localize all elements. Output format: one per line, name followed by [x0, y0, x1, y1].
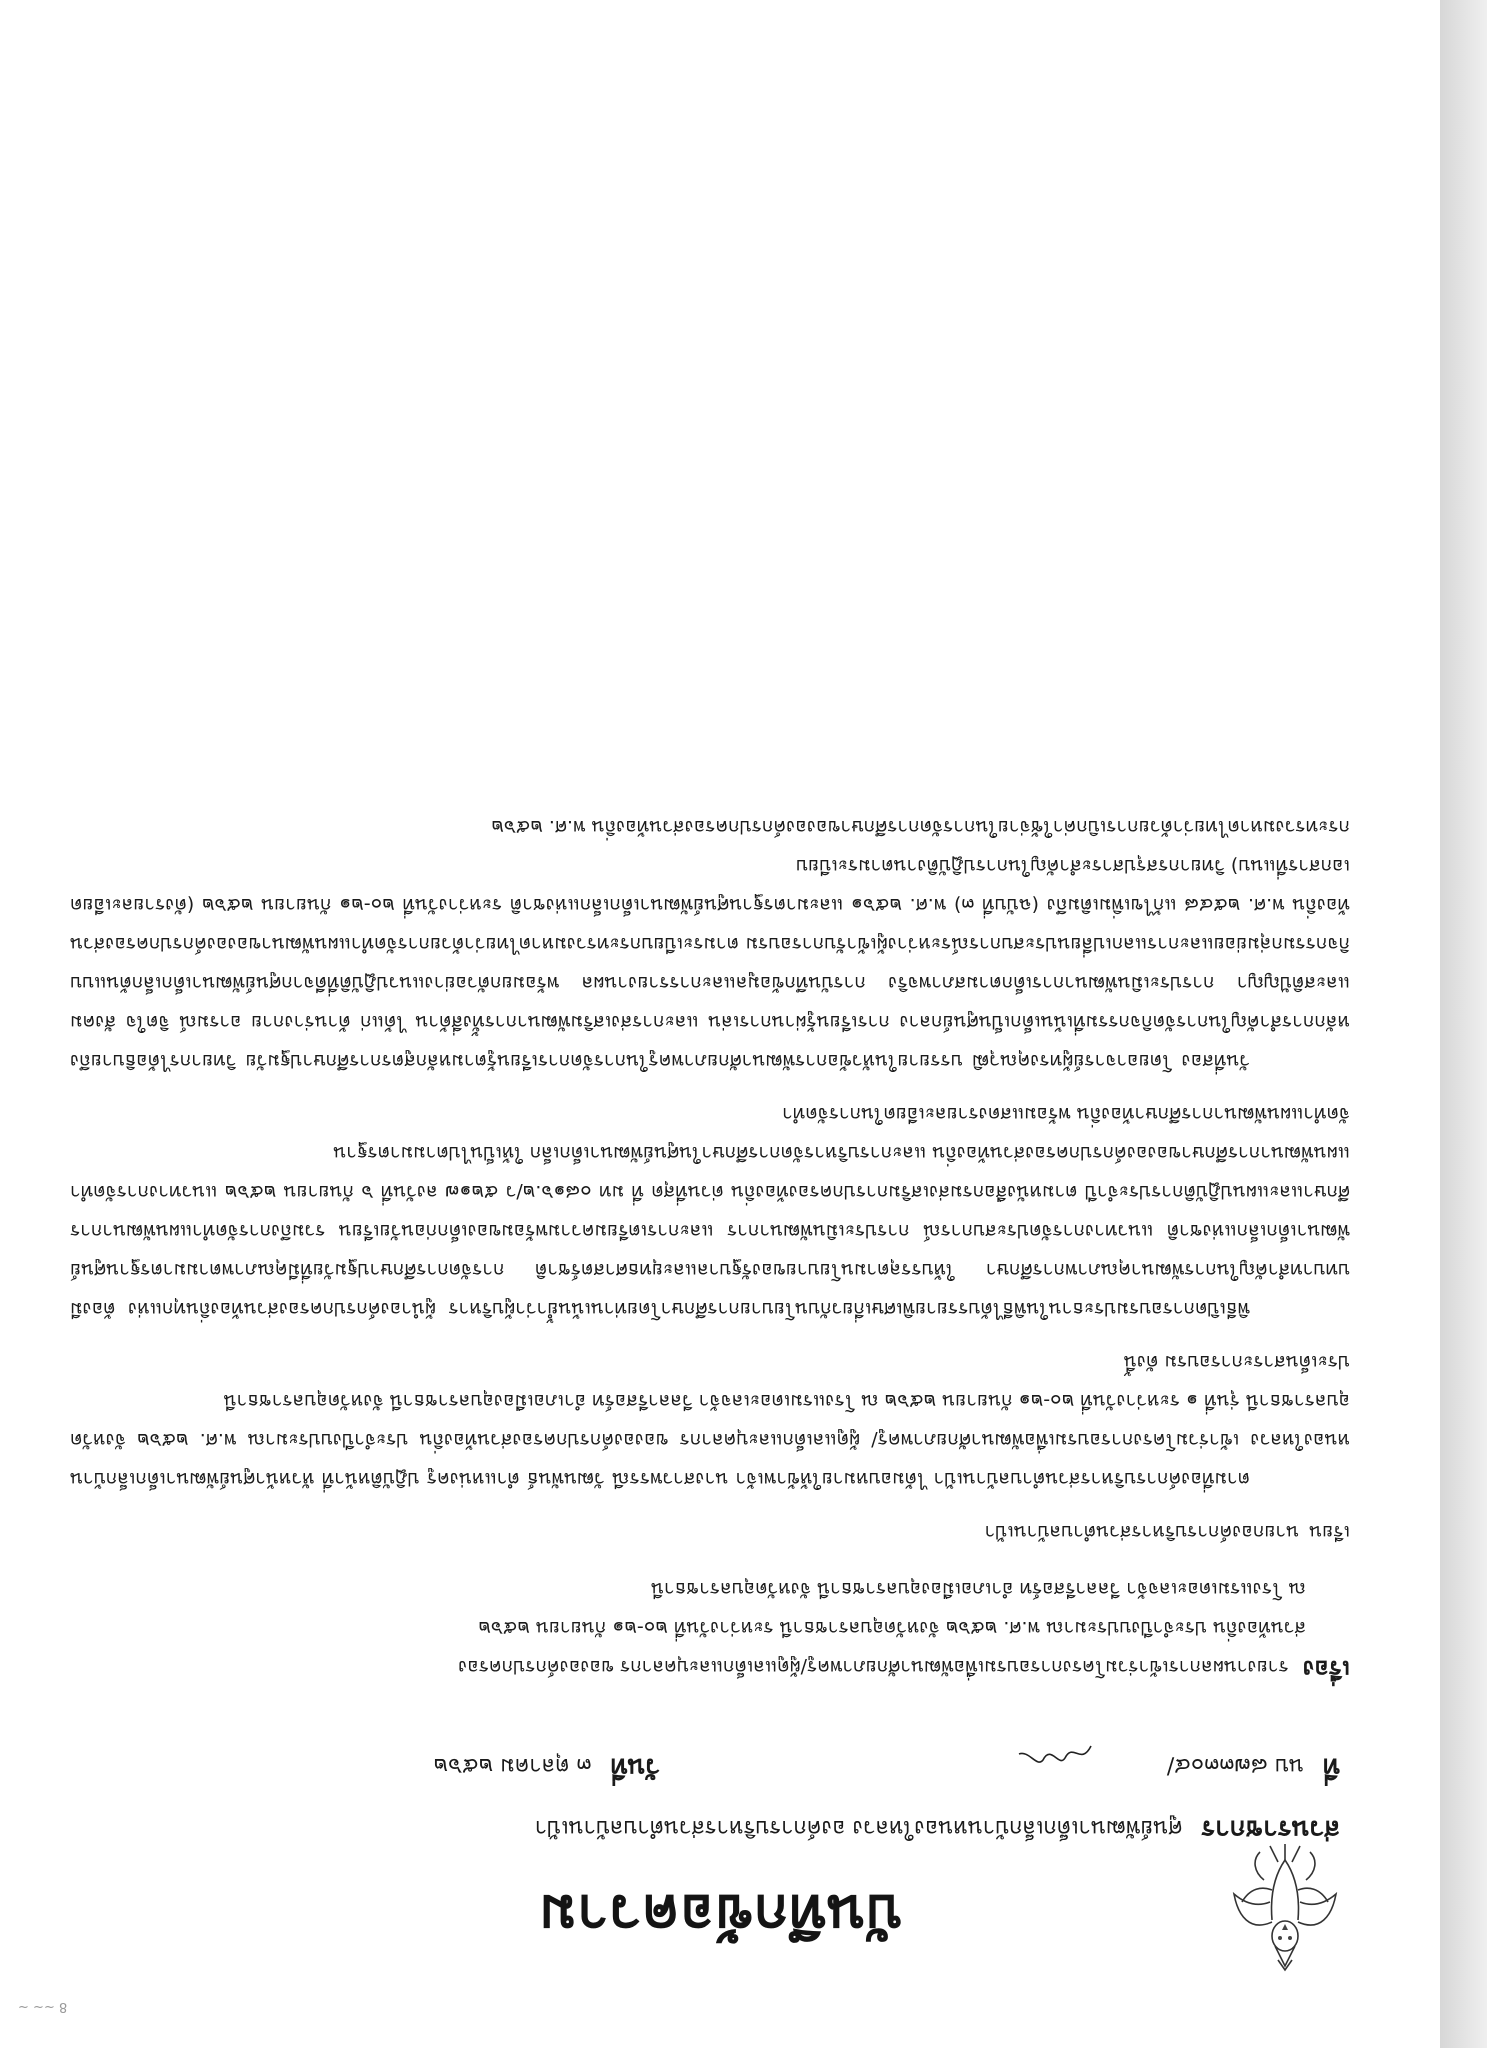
- subject-label: เรื่อง: [1302, 1655, 1350, 1683]
- agency-line: [535, 1809, 1340, 1850]
- scan-mark: 8 ~~ ~: [18, 1999, 68, 2014]
- subject-line-1: รายงานผลการเข้าร่วมโครงการอบรมเพื่อพัฒนาศักยภาพครู/ผู้ดูแลเด็กและบุคลากร ขององค์กรปกครอง: [458, 1656, 1289, 1678]
- paragraph-3: [70, 807, 1350, 1080]
- paragraph-1: [70, 1342, 1350, 1498]
- agency-label: ส่วนราชการ: [1201, 1814, 1340, 1844]
- doc-number-line: [1167, 1747, 1340, 1788]
- memo-date: ๓ ตุลาคม ๒๕๖๒: [433, 1753, 592, 1778]
- doc-number-label: ที่: [1322, 1752, 1340, 1782]
- paragraph-1-text: ตามที่องค์การบริหารส่วนตำบลบ้านเป้า ได้มอบหมายให้ข้าพเจ้า นางสาวพรรณี วัฒนพันธ์ ตำแหน่งครู ปฏิบัติหน้าที่ หัวหน้าศูนย์พัฒนาเด็กเล็กบ้านหนองใหลวง เข้าร่วมโครงการอบรมเพื่อพัฒนาศักยภาพครู/ ผู้ดูแลเด็กและบุคลากร ขององค์กรปกครองส่วนท้องถิ่น ประจำปีงบประมาณ พ.ศ. ๒๕๖๒ จังหวัดอุบลราชธานี รุ่นที่ ๑ ระหว่างวันที่ ๒๐-๒๑ กันยายน ๒๕๖๒ ณ โรงแรมเดอะเลจจ้า วีลลารีสอร์ท อำเภอเมืองอุบลราชธานี จังหวัดอุบลราชธานี: [70, 1390, 1350, 1490]
- paragraph-2: [70, 1094, 1350, 1328]
- scanner-edge: [1440, 0, 1487, 2048]
- subject-block: [70, 1569, 1350, 1688]
- paragraph-1-tail: ประเด็นสาระการอบรม ดังนี้: [1123, 1351, 1350, 1373]
- memo-title: บันทึกข้อความ: [538, 1882, 902, 1947]
- date-label: วันที่: [610, 1752, 660, 1782]
- subject-line-3: ณ โรงแรมเดอะเลจจ้า วีลลารีสอร์ท อำเภอเมืองอุบลราชธานี จังหวัดอุบลราชธานี: [651, 1578, 1306, 1600]
- signature-scribble: [1015, 1738, 1095, 1772]
- agency-name: ศูนย์พัฒนาเด็กเล็กบ้านหนองใหลวง องค์การบริหารส่วนตำบลบ้านเป้า: [534, 1815, 1183, 1840]
- paragraph-2-tail: จัดทำแผนพัฒนาการศึกษาท้องถิ่น พร้อมแสดงรายละเอียดในการจัดทำ: [782, 1103, 1350, 1125]
- subject-line-2: ส่วนท้องถิ่น ประจำปีงบประมาณ พ.ศ. ๒๕๖๒ จังหวัดอุบลราชธานี ระหว่างวันที่ ๒๐-๒๑ กันยายน ๒๕๖๒: [478, 1617, 1306, 1639]
- doc-number: นบ ๘๗๓๓๐๔/: [1166, 1753, 1304, 1778]
- salutation: [70, 1512, 1350, 1551]
- paragraph-3-text: วันที่สอง โดยอาจารย์ผู้ทรงคุณวุฒิ บรรยายในหัวข้อการพัฒนาศักยภาพครูในการจัดการเรียนรู้ตามหลักสูตรการศึกษาปฐมวัย วิทยากรได้อธิบายถึงหลักการสำคัญในการจัดกิจกรรมที่เน้นเด็กเป็นศูนย์กลาง การเรียนรู้ผ่านการเล่น และการส่งเสริมพัฒนาการทั้งสี่ด้าน ได้แก่ ด้านร่างกาย อารมณ์ จิตใจ สังคม และสติปัญญา การประเมินพัฒนาการเด็กตามสภาพจริง การบันทึกข้อมูลและการรายงานผล พร้อมยกตัวอย่างแนวปฏิบัติที่ดีจากศูนย์พัฒนาเด็กเล็กต้นแบบ กิจกรรมกลุ่มย่อยและการแลกเปลี่ยนประสบการณ์ระหว่างผู้เข้ารับการอบรม ตามระเบียบกระทรวงมหาดไทยว่าด้วยการจัดทำแผนพัฒนาขององค์กรปกครองส่วนท้องถิ่น พ.ศ. ๒๕๔๘ แก้ไขเพิ่มเติมถึง (ฉบับที่ ๓) พ.ศ. ๒๕๖๑ และมาตรฐานศูนย์พัฒนาเด็กเล็กแห่งชาติ ระหว่างวันที่ ๒๐-๒๑ กันยายน ๒๕๖๒ (ดังรายละเอียดเอกสารที่แนบ) วิทยากรสรุปสาระสำคัญในการปฏิบัติงานตามระเบียบ: [70, 855, 1350, 1072]
- salutation-label: เรียน: [1309, 1521, 1350, 1543]
- paragraph-3-tail: กระทรวงมหาดไทยว่าด้วยการเบิกค่าใช้จ่ายในการจัดการศึกษาขององค์กรปกครองส่วนท้องถิ่น พ.ศ. ๒๕๖๒: [491, 816, 1350, 838]
- memo-body: [70, 807, 1350, 1688]
- paragraph-2-text: พิธีเปิดการอบรมประธานในพิธีได้บรรยายพิเศษเกี่ยวกับนโยบายการศึกษาโดยท่านเน้นย้ำว่าผู้บริหาร ผู้นำองค์กรปกครองส่วนท้องถิ่นทุกแห่ง ต้องมีบทบาทสำคัญในการพัฒนาคุณภาพการศึกษา ให้บรรลุตามนโยบายของรัฐบาลและยุทธศาสตร์ชาติ การจัดการศึกษาปฐมวัยที่มีคุณภาพตามมาตรฐานศูนย์พัฒนาเด็กเล็กแห่งชาติ แนวทางการจัดประสบการณ์ การประเมินพัฒนาการ และการเตรียมความพร้อมของเด็กก่อนวัยเรียน รวมถึงการจัดทำแผนพัฒนาการศึกษาและแผนปฏิบัติการประจำปี ตามหนังสือกรมส่งเสริมการปกครองท้องถิ่น ด่วนที่สุด ที่ มท ๐๘๑๖.๒/ว ๕๒๑๗ ลงวันที่ ๖ กันยายน ๒๕๖๒ แนวทางการจัดทำแผนพัฒนาการศึกษาขององค์กรปกครองส่วนท้องถิ่น และการบริหารจัดการศึกษาในศูนย์พัฒนาเด็กเล็ก ให้เป็นไปตามมาตรฐาน: [70, 1142, 1350, 1320]
- salutation-name: นายกองค์การบริหารส่วนตำบลบ้านเป้า: [984, 1521, 1300, 1543]
- date-line: [433, 1747, 660, 1788]
